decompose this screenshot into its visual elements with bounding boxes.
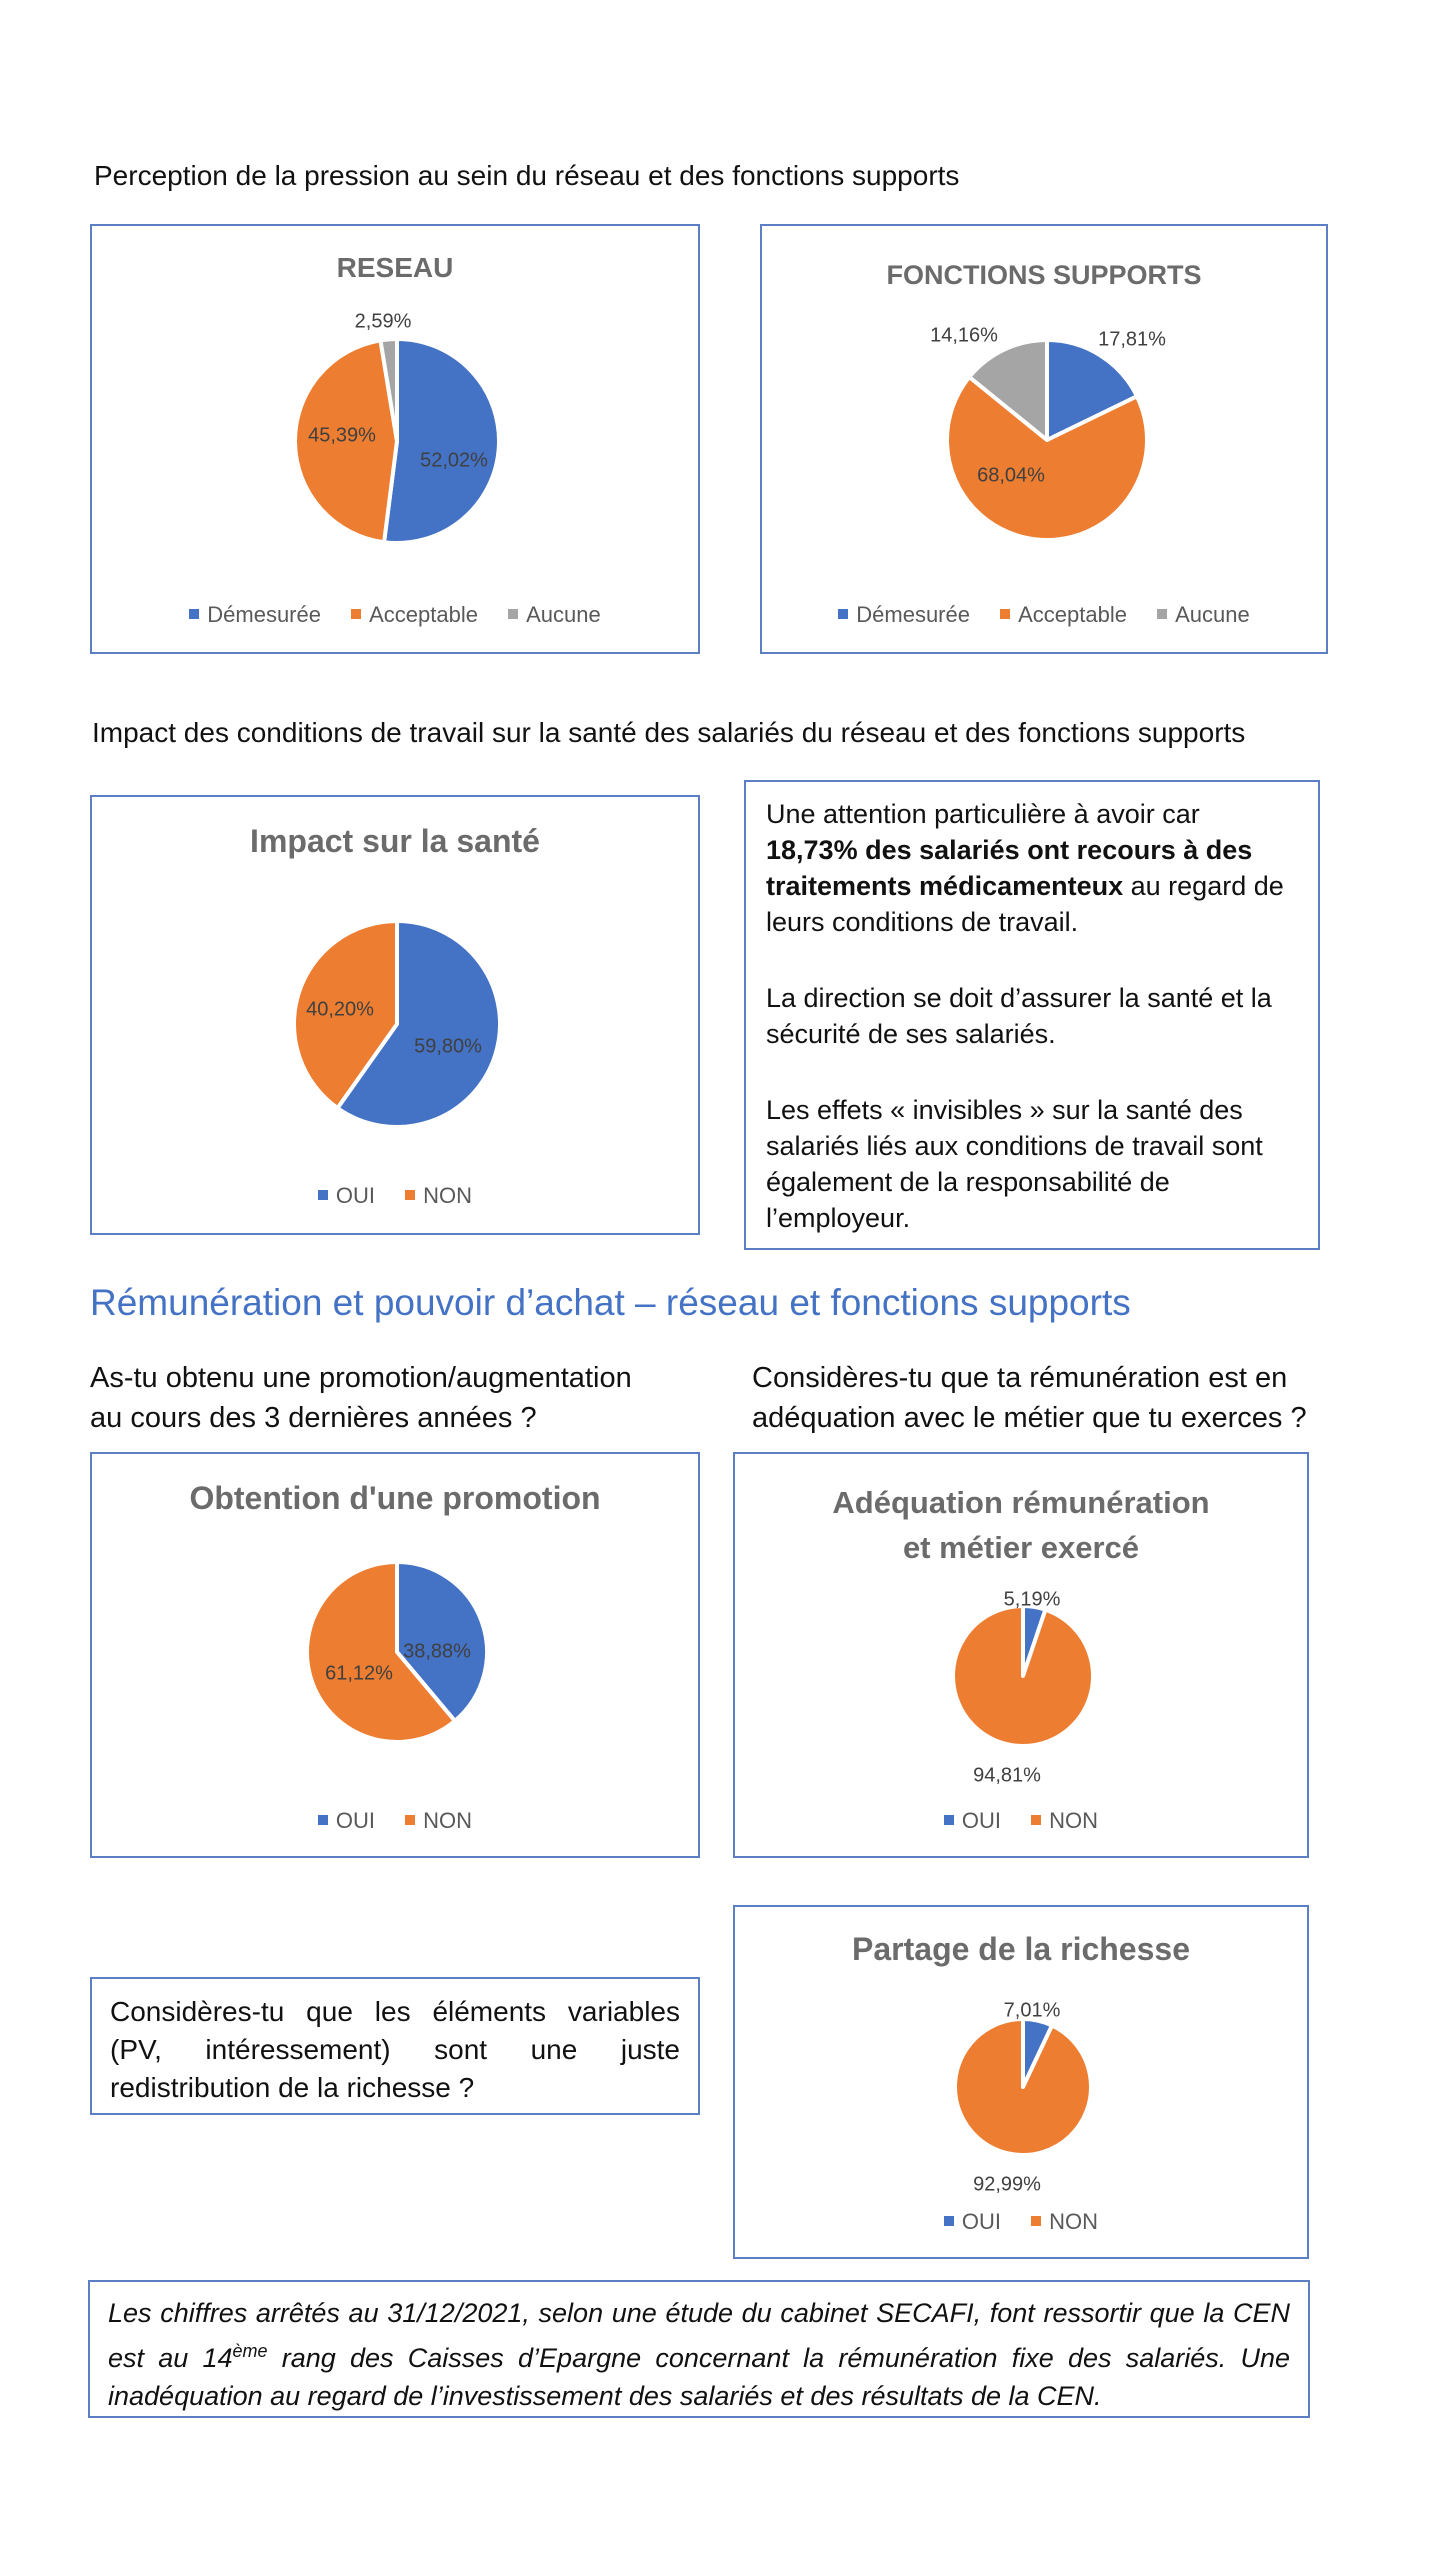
pie-slice-non xyxy=(953,1606,1093,1746)
legend-item xyxy=(944,2209,1001,2235)
data-label: 2,59% xyxy=(354,310,412,333)
chart-adequation xyxy=(733,1452,1309,1858)
legend-label: NON xyxy=(423,1808,473,1833)
legend-item xyxy=(405,1808,472,1834)
health-text-box xyxy=(744,780,1320,1250)
legend xyxy=(735,1808,1307,1834)
legend-label: OUI xyxy=(335,1808,376,1833)
legend-swatch-icon xyxy=(318,1190,328,1200)
legend-label: Aucune xyxy=(526,602,601,627)
question-line: Considères-tu que ta rémunération est en xyxy=(752,1362,1288,1394)
health-paragraph-2: La direction se doit d’assurer la santé et la sécurité de ses salariés. xyxy=(766,983,1272,1049)
health-paragraph-1 xyxy=(766,796,1300,940)
chart-title: Obtention d'une promotion xyxy=(189,1480,601,1516)
health-highlight: 18,73% des salariés ont recours à des traitements médicamenteux xyxy=(766,835,1253,901)
legend-item xyxy=(944,1808,1001,1834)
legend-label: Aucune xyxy=(1175,602,1250,627)
pie-fonctions-supports xyxy=(762,226,1330,656)
heading-impact: Impact des conditions de travail sur la santé des salariés du réseau et des fonctions supports xyxy=(92,717,1246,748)
legend-label: NON xyxy=(1049,1808,1099,1833)
question-promotion xyxy=(90,1358,730,1438)
data-label: 59,80% xyxy=(414,1035,482,1058)
legend-swatch-icon xyxy=(351,609,361,619)
legend-swatch-icon xyxy=(944,2216,954,2226)
chart-reseau xyxy=(90,224,700,654)
legend-label: OUI xyxy=(335,1183,376,1208)
question-line: As-tu obtenu une promotion/augmentation xyxy=(90,1362,632,1394)
pie-partage-richesse xyxy=(735,1907,1311,2261)
heading-pression: Perception de la pression au sein du réseau et des fonctions supports xyxy=(94,160,960,191)
legend-label: Acceptable xyxy=(1018,602,1127,627)
bottom-note xyxy=(88,2280,1310,2418)
legend-label: NON xyxy=(423,1183,473,1208)
legend-swatch-icon xyxy=(1000,609,1010,619)
data-label: 17,81% xyxy=(1098,328,1166,351)
chart-title: RESEAU xyxy=(336,252,454,283)
chart-title: Partage de la richesse xyxy=(852,1931,1190,1967)
legend-item xyxy=(1031,1808,1098,1834)
data-label: 7,01% xyxy=(1003,1999,1061,2022)
legend-label: OUI xyxy=(961,1808,1002,1833)
question-line: adéquation avec le métier que tu exerces ? xyxy=(752,1402,1307,1434)
section-title-remuneration: Rémunération et pouvoir d’achat – réseau et fonctions supports xyxy=(90,1282,1131,1323)
chart-promotion xyxy=(90,1452,700,1858)
legend-swatch-icon xyxy=(405,1815,415,1825)
legend xyxy=(92,602,698,628)
pie-impact-sante xyxy=(92,797,702,1237)
legend xyxy=(92,1808,698,1834)
data-label: 92,99% xyxy=(973,2173,1041,2196)
legend xyxy=(735,2209,1307,2235)
legend-label: Acceptable xyxy=(369,602,478,627)
legend-swatch-icon xyxy=(838,609,848,619)
legend-swatch-icon xyxy=(508,609,518,619)
legend-item xyxy=(1000,602,1127,628)
data-label: 14,16% xyxy=(930,324,998,347)
health-rest: au regard de leurs conditions de travail. xyxy=(766,871,1284,937)
health-intro: Une attention particulière à avoir car xyxy=(766,799,1200,829)
data-label: 5,19% xyxy=(1003,1588,1061,1611)
legend-item xyxy=(405,1183,472,1209)
legend-item xyxy=(838,602,970,628)
chart-title-line: et métier exercé xyxy=(902,1530,1140,1565)
data-label: 38,88% xyxy=(403,1640,471,1663)
note-text: Les chiffres arrêtés au 31/12/2021, selon une étude du cabinet SECAFI, font ressortir que la CEN est au 14 xyxy=(108,2298,1290,2373)
legend-item xyxy=(318,1183,375,1209)
legend-swatch-icon xyxy=(944,1815,954,1825)
data-label: 40,20% xyxy=(306,998,374,1021)
question-line: au cours des 3 dernières années ? xyxy=(90,1402,537,1434)
data-label: 68,04% xyxy=(977,464,1045,487)
chart-title-line: Adéquation rémunération xyxy=(832,1485,1210,1520)
legend-label: Démesurée xyxy=(856,602,970,627)
legend-swatch-icon xyxy=(189,609,199,619)
legend-swatch-icon xyxy=(318,1815,328,1825)
health-paragraph-3: Les effets « invisibles » sur la santé des salariés liés aux conditions de travail sont également de la responsabilité de l’employeur. xyxy=(766,1095,1263,1233)
legend-swatch-icon xyxy=(1031,1815,1041,1825)
data-label: 94,81% xyxy=(973,1764,1041,1787)
pie-adequation xyxy=(735,1454,1311,1860)
legend-swatch-icon xyxy=(405,1190,415,1200)
legend-item xyxy=(1157,602,1250,628)
chart-title: FONCTIONS SUPPORTS xyxy=(886,260,1202,290)
question-variables-box: Considères-tu que les éléments variables (PV, intéressement) sont une juste redistribution de la richesse ? xyxy=(90,1977,700,2115)
data-label: 45,39% xyxy=(308,424,376,447)
legend-item xyxy=(318,1808,375,1834)
legend-item xyxy=(508,602,601,628)
data-label: 52,02% xyxy=(420,449,488,472)
legend xyxy=(762,602,1326,628)
question-adequation xyxy=(752,1358,1392,1438)
note-superscript: ème xyxy=(232,2341,268,2361)
legend-swatch-icon xyxy=(1031,2216,1041,2226)
legend-swatch-icon xyxy=(1157,609,1167,619)
pie-promotion xyxy=(92,1454,702,1860)
chart-title: Impact sur la santé xyxy=(250,823,540,859)
data-label: 61,12% xyxy=(325,1662,393,1685)
chart-partage-richesse xyxy=(733,1905,1309,2259)
pie-slice-non xyxy=(955,2019,1091,2155)
chart-fonctions-supports xyxy=(760,224,1328,654)
legend-label: Démesurée xyxy=(207,602,321,627)
legend-label: NON xyxy=(1049,2209,1099,2234)
legend-item xyxy=(351,602,478,628)
legend-item xyxy=(189,602,321,628)
pie-reseau xyxy=(92,226,702,656)
note-text: rang des Caisses d’Epargne concernant la rémunération fixe des salariés. Une inadéquation au regard de l’investissement des salariés et des résultats de la CEN. xyxy=(108,2343,1290,2411)
pie-slice-d-mesur-e xyxy=(384,339,499,543)
legend-item xyxy=(1031,2209,1098,2235)
legend-label: OUI xyxy=(961,2209,1002,2234)
chart-impact-sante xyxy=(90,795,700,1235)
legend xyxy=(92,1183,698,1209)
